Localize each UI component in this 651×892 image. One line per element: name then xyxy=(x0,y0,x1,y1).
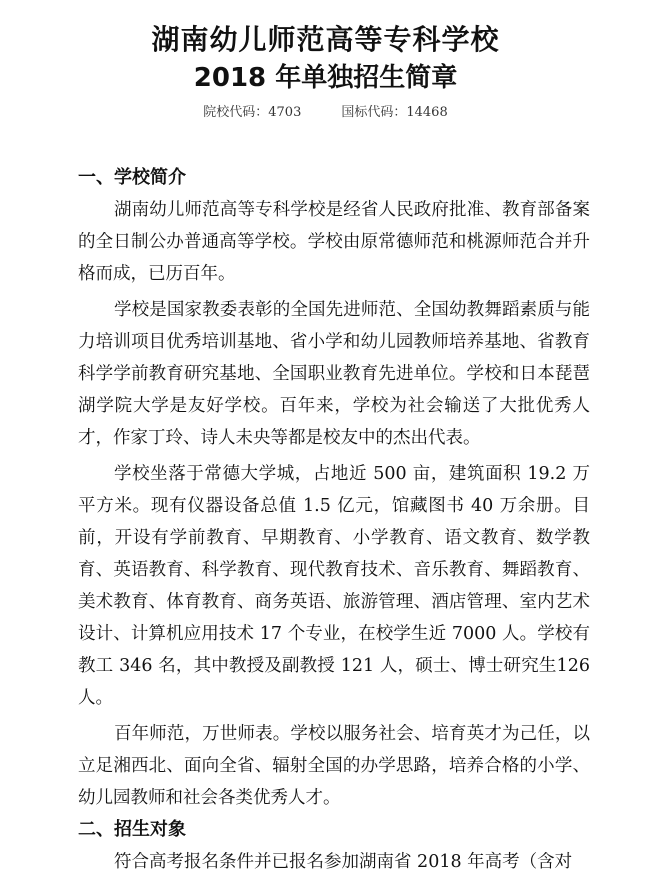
document-title: 湖南幼儿师范高等专科学校 xyxy=(151,23,500,56)
national-code: 国标代码：14468 xyxy=(341,105,448,120)
document-body xyxy=(78,162,590,882)
paragraph: 符合高考报名条件并已报名参加湖南省 2018 年高考（含对 xyxy=(114,852,573,872)
school-code: 院校代码：4703 xyxy=(203,105,302,120)
paragraph: 学校是国家教委表彰的全国先进师范、全国幼教舞蹈素质与能力培训项目优秀培训基地、省小学和幼儿园教师培养基地、省教育科学学前教育研究基地、全国职业教育先进单位。学校和日本琵琶湖学院大学是友好学校。百年来，学校为社会输送了大批优秀人才，作家丁玲、诗人未央等都是校友中的杰出代表。 xyxy=(78,300,590,448)
paragraph: 百年师范，万世师表。学校以服务社会、培育英才为己任，以立足湘西北、面向全省、辐射全国的办学思路，培养合格的小学、幼儿园教师和社会各类优秀人才。 xyxy=(78,724,590,808)
section-heading-enrollment-targets: 二、招生对象 xyxy=(78,819,186,840)
section-heading-school-intro: 一、学校简介 xyxy=(78,167,186,188)
document-subtitle: 2018 年单独招生简章 xyxy=(193,63,458,93)
paragraph: 湖南幼儿师范高等专科学校是经省人民政府批准、教育部备案的全日制公办普通高等学校。学校由原常德师范和桃源师范合并升格而成，已历百年。 xyxy=(78,200,590,284)
paragraph: 学校坐落于常德大学城，占地近 500 亩，建筑面积 19.2 万平方米。现有仪器设备总值 1.5 亿元，馆藏图书 40 万余册。目前，开设有学前教育、早期教育、小学教育、语文教育、数学教育、英语教育、科学教育、现代教育技术、音乐教育、舞蹈教育、美术教育、体育教育、商务英语、旅游管理、酒店管理、室内艺术设计、计算机应用技术 17 个专业，在校学生近 7000 人。学校有教工 346 名，其中教授及副教授 121 人，硕士、博士研究生126 人。 xyxy=(78,464,590,708)
institution-codes xyxy=(0,104,651,122)
